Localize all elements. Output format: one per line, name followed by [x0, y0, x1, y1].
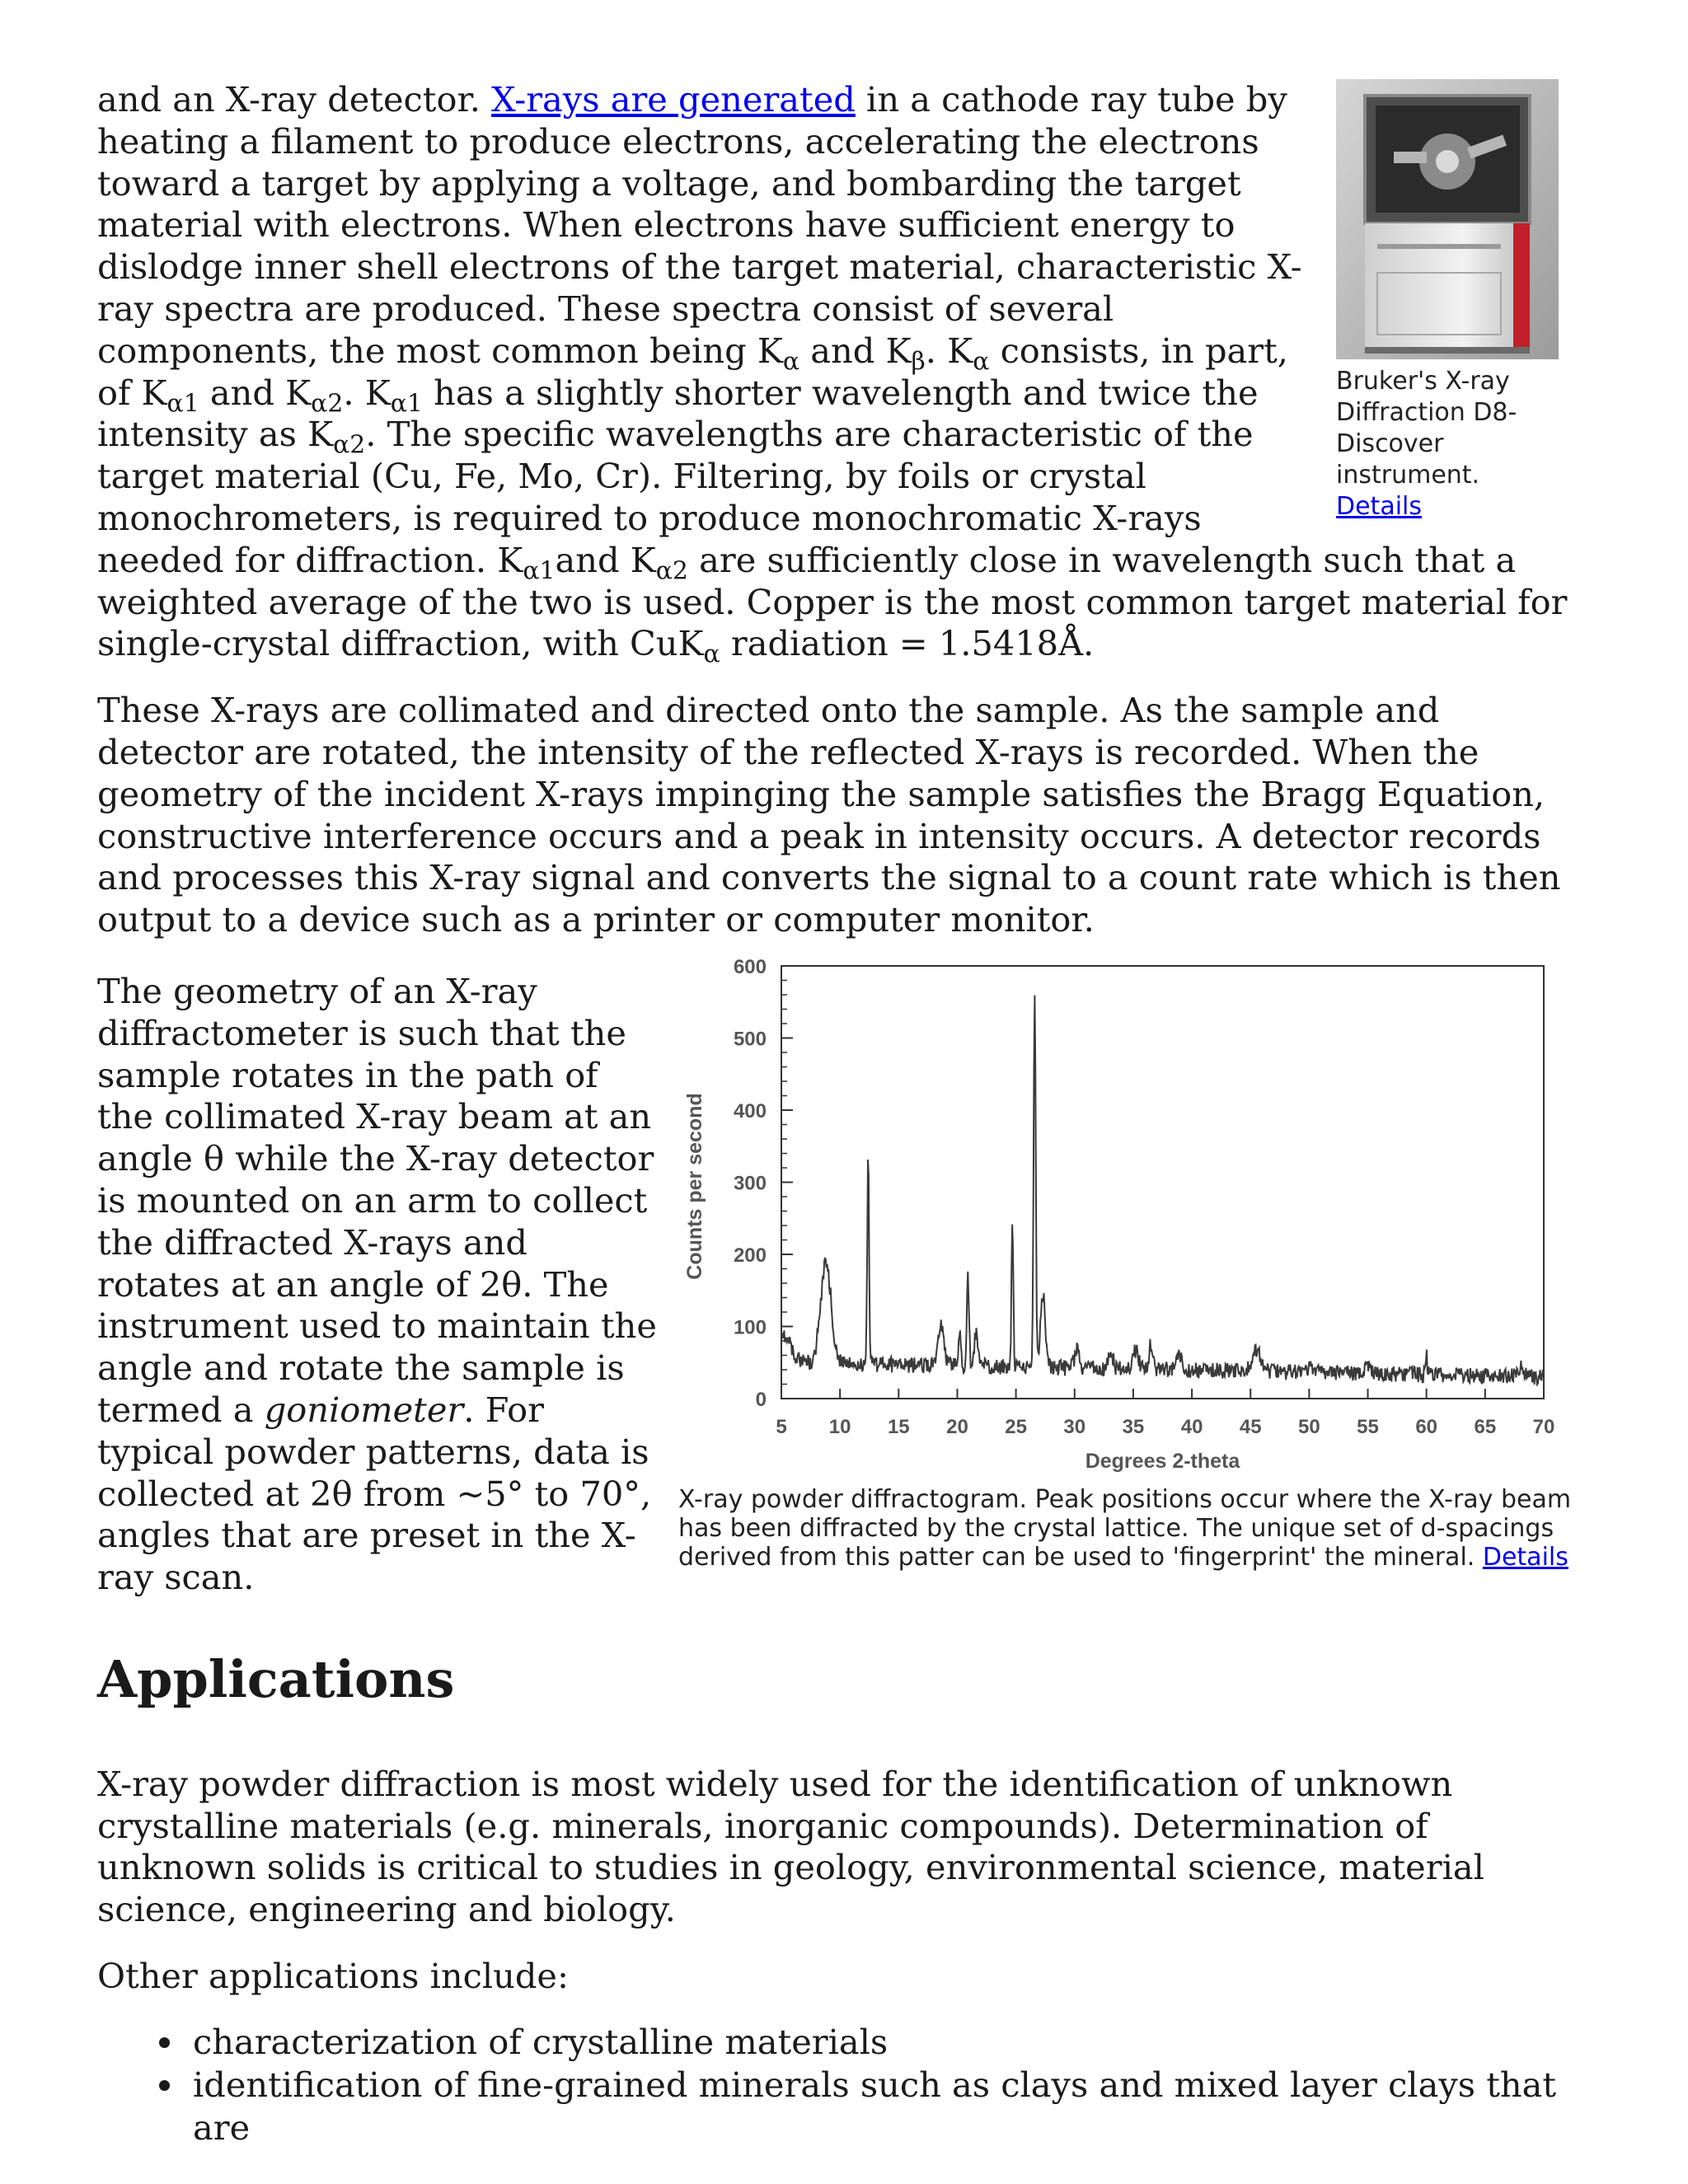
- paragraph-geometry: The geometry of an X-ray diffractometer is such that the sample rotates in the path of the collimated X-ray beam at an angle θ while the X-ray detector is mounted on an arm to collect the diffracted X-rays and rotates at an angle of 2θ. The instrument used to maintain the angle and rotate the sample is termed a goniometer. For typical powder patterns, data is collected at 2θ from ~5° to 70°, angles that are preset in the X-ray scan.: [97, 970, 657, 1598]
- diffractometer-photo: [1336, 79, 1559, 359]
- article: [97, 79, 1585, 2149]
- x-tick-label: 15: [887, 1415, 910, 1438]
- x-tick-label: 10: [828, 1415, 851, 1438]
- section-heading-applications: Applications: [97, 1648, 455, 1709]
- paragraph-collimation: These X-rays are collimated and directed onto the sample. As the sample and detector are rotated, the intensity of the reflected X-rays is recorded. When the geometry of the incident X-rays impinging the sample satisfies the Bragg Equation, constructive interference occurs and a peak in intensity occurs. A detector records and processes this X-ray signal and converts the signal to a count rate which is then output to a device such as a printer or computer monitor.: [97, 690, 1561, 940]
- instrument-caption: Bruker's X-ray Diffraction D8-Discover instrument. Details: [1336, 367, 1517, 521]
- x-tick-label: 60: [1415, 1415, 1438, 1438]
- diffractogram-caption: X-ray powder diffractogram. Peak positions occur where the X-ray beam has been diffracted by the crystal lattice. The unique set of d-spacings derived from this patter can be used to 'fingerprint' the mineral. Details: [678, 1484, 1572, 1572]
- x-tick-label: 55: [1357, 1415, 1379, 1438]
- y-tick-label: 0: [755, 1388, 767, 1411]
- instrument-details-link[interactable]: Details: [1336, 492, 1423, 521]
- x-tick-label: 65: [1474, 1415, 1497, 1438]
- x-tick-label: 35: [1122, 1415, 1145, 1438]
- x-tick-label: 45: [1239, 1415, 1262, 1438]
- x-tick-label: 30: [1063, 1415, 1086, 1438]
- x-tick-label: 40: [1180, 1415, 1203, 1438]
- y-tick-label: 100: [733, 1316, 767, 1339]
- y-tick-label: 600: [733, 957, 767, 978]
- x-tick-label: 5: [776, 1415, 787, 1438]
- x-tick-label: 25: [1005, 1415, 1027, 1438]
- diffractogram-chart: [678, 958, 1585, 1485]
- x-tick-label: 50: [1298, 1415, 1320, 1438]
- y-tick-label: 300: [733, 1172, 767, 1195]
- x-axis-label: Degrees 2-theta: [1085, 1449, 1240, 1473]
- xrays-generated-link[interactable]: X-rays are generated: [491, 79, 856, 120]
- list-item: • characterization of crystalline materials: [186, 2021, 1585, 2064]
- y-axis-label: Counts per second: [683, 1093, 706, 1280]
- list-item: • identification of fine-grained minerals such as clays and mixed layer clays that are: [186, 2064, 1585, 2149]
- paragraph-xray-generation: and an X-ray detector. X-rays are generated in a cathode ray tube by heating a filament to produce electrons, accelerating the electrons toward a target by applying a voltage, and bombarding the target material with electrons. When electrons have sufficient energy to dislodge inner shell electrons of the target material, characteristic X-ray spectra are produced. These spectra consist of several components, the most common being $K_\alpha$ and $K_\beta$. $K_\alpha$ consists, in part, of $K_{\alpha 1}$ and $K_{\alpha 2}$. $K_{\alpha 1}$ has a slightly shorter wavelength and twice the intensity as $K_{\alpha 2}$. The specific wavelengths are characteristic of the target material (Cu, Fe, Mo, Cr). Filtering, by foils or crystal monochrometers, is required to produce monochromatic X-rays needed for diffraction. $K_{\alpha 1}and$ $K_{\alpha 2}$ are sufficiently close in wavelength such that a weighted average of the two is used. Copper is the most common target material for single-crystal diffraction, with CuK$_\alpha$ radiation = 1.5418Å.: [97, 79, 1568, 669]
- diffractogram-details-link[interactable]: Details: [1482, 1542, 1568, 1572]
- y-tick-label: 500: [733, 1028, 767, 1051]
- applications-list: [97, 2021, 1585, 2149]
- paragraph-other-applications: Other applications include:: [97, 1956, 569, 1997]
- plot-frame: [781, 966, 1544, 1399]
- diffraction-trace: [781, 996, 1544, 1385]
- paragraph-applications: X-ray powder diffraction is most widely used for the identification of unknown crystalline materials (e.g. minerals, inorganic compounds). Determination of unknown solids is critical to studies in geology, environmental science, material science, engineering and biology.: [97, 1763, 1484, 1930]
- x-tick-label: 70: [1532, 1415, 1555, 1438]
- y-tick-label: 200: [733, 1244, 767, 1267]
- y-tick-label: 400: [733, 1099, 767, 1122]
- diffractogram-figure: [678, 958, 1585, 1572]
- instrument-figure: [1336, 79, 1583, 523]
- x-tick-label: 20: [946, 1415, 968, 1438]
